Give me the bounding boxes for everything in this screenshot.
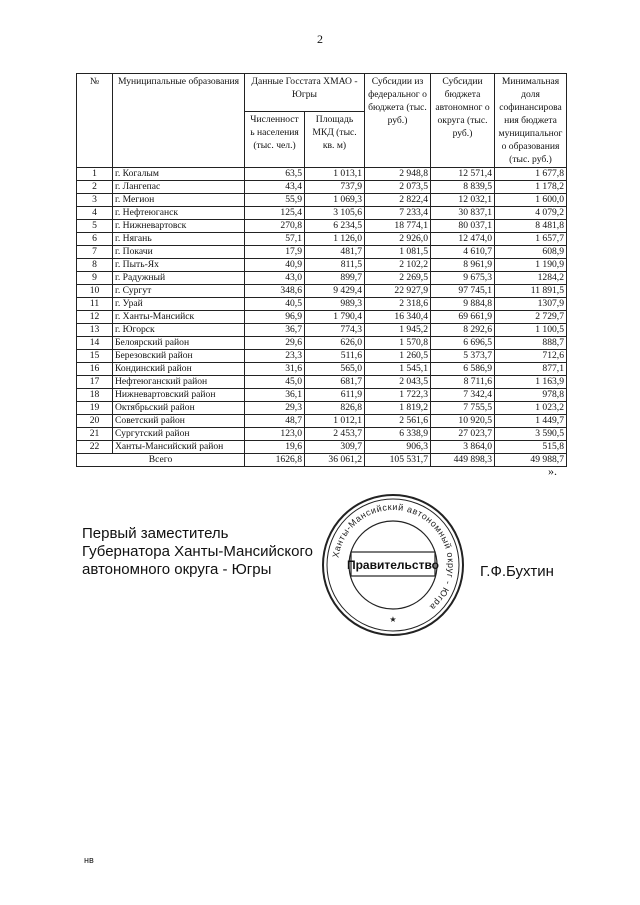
total-area: 36 061,2: [305, 454, 365, 467]
row-municipality: Кондинский район: [113, 363, 245, 376]
row-federal-subsidy: 1 545,1: [365, 363, 431, 376]
row-district-subsidy: 8 711,6: [431, 376, 495, 389]
row-number: 10: [77, 285, 113, 298]
closing-quote-mark: ».: [548, 464, 557, 478]
row-min-share: 2 729,7: [495, 311, 567, 324]
row-population: 43,0: [245, 272, 305, 285]
row-min-share: 3 590,5: [495, 428, 567, 441]
row-municipality: г. Когалым: [113, 168, 245, 181]
row-min-share: 515,8: [495, 441, 567, 454]
row-district-subsidy: 3 864,0: [431, 441, 495, 454]
row-district-subsidy: 8 961,9: [431, 259, 495, 272]
row-number: 21: [77, 428, 113, 441]
row-area: 1 069,3: [305, 194, 365, 207]
row-min-share: 8 481,8: [495, 220, 567, 233]
row-number: 1: [77, 168, 113, 181]
seal-star-icon: ★: [389, 615, 397, 624]
header-district-subsidy: Субсидии бюджета автономног о округа (тыс. руб.): [431, 74, 495, 168]
row-area: 6 234,5: [305, 220, 365, 233]
row-municipality: г. Лангепас: [113, 181, 245, 194]
table-row: [77, 194, 567, 207]
row-min-share: 888,7: [495, 337, 567, 350]
row-number: 5: [77, 220, 113, 233]
page-number: 2: [317, 32, 323, 46]
row-federal-subsidy: 2 318,6: [365, 298, 431, 311]
row-district-subsidy: 10 920,5: [431, 415, 495, 428]
header-federal-subsidy: Субсидии из федеральног о бюджета (тыс. руб.): [365, 74, 431, 168]
total-federal-subsidy: 105 531,7: [365, 454, 431, 467]
row-min-share: 1 677,8: [495, 168, 567, 181]
table-row: [77, 233, 567, 246]
row-area: 2 453,7: [305, 428, 365, 441]
row-min-share: 1307,9: [495, 298, 567, 311]
row-district-subsidy: 7 755,5: [431, 402, 495, 415]
row-federal-subsidy: 2 043,5: [365, 376, 431, 389]
header-municipality: Муниципальные образования: [113, 74, 245, 168]
row-area: 481,7: [305, 246, 365, 259]
signer-name: Г.Ф.Бухтин: [480, 563, 554, 580]
table-row: [77, 376, 567, 389]
row-district-subsidy: 5 373,7: [431, 350, 495, 363]
row-number: 11: [77, 298, 113, 311]
table-row: [77, 298, 567, 311]
row-area: 774,3: [305, 324, 365, 337]
row-number: 7: [77, 246, 113, 259]
row-federal-subsidy: 2 102,2: [365, 259, 431, 272]
table-row: [77, 311, 567, 324]
row-area: 811,5: [305, 259, 365, 272]
row-district-subsidy: 97 745,1: [431, 285, 495, 298]
row-population: 270,8: [245, 220, 305, 233]
row-federal-subsidy: 2 073,5: [365, 181, 431, 194]
row-municipality: г. Ханты-Мансийск: [113, 311, 245, 324]
signature-title-line-2: Губернатора Ханты-Мансийского: [82, 543, 313, 560]
row-min-share: 4 079,2: [495, 207, 567, 220]
table-row: [77, 363, 567, 376]
row-federal-subsidy: 1 819,2: [365, 402, 431, 415]
row-district-subsidy: 6 586,9: [431, 363, 495, 376]
table-row: [77, 220, 567, 233]
row-population: 55,9: [245, 194, 305, 207]
row-district-subsidy: 30 837,1: [431, 207, 495, 220]
row-population: 43,4: [245, 181, 305, 194]
row-number: 22: [77, 441, 113, 454]
row-federal-subsidy: 2 948,8: [365, 168, 431, 181]
row-district-subsidy: 7 342,4: [431, 389, 495, 402]
row-population: 31,6: [245, 363, 305, 376]
signature-block: [82, 525, 313, 579]
row-municipality: Ханты-Мансийский район: [113, 441, 245, 454]
row-municipality: Нижневартовский район: [113, 389, 245, 402]
row-federal-subsidy: 906,3: [365, 441, 431, 454]
table-row: [77, 207, 567, 220]
row-district-subsidy: 6 696,5: [431, 337, 495, 350]
table-row: [77, 389, 567, 402]
header-number: №: [77, 74, 113, 168]
row-federal-subsidy: 16 340,4: [365, 311, 431, 324]
row-district-subsidy: 80 037,1: [431, 220, 495, 233]
total-min-share: 49 988,7: [495, 454, 567, 467]
row-federal-subsidy: 18 774,1: [365, 220, 431, 233]
row-area: 3 105,6: [305, 207, 365, 220]
row-area: 681,7: [305, 376, 365, 389]
row-number: 3: [77, 194, 113, 207]
row-min-share: 608,9: [495, 246, 567, 259]
row-area: 899,7: [305, 272, 365, 285]
total-label: Всего: [77, 454, 245, 467]
row-population: 17,9: [245, 246, 305, 259]
row-number: 13: [77, 324, 113, 337]
row-municipality: г. Нефтеюганск: [113, 207, 245, 220]
row-number: 18: [77, 389, 113, 402]
row-population: 36,1: [245, 389, 305, 402]
total-population: 1626,8: [245, 454, 305, 467]
row-district-subsidy: 27 023,7: [431, 428, 495, 441]
row-municipality: Нефтеюганский район: [113, 376, 245, 389]
government-seal: [318, 490, 468, 640]
row-min-share: 877,1: [495, 363, 567, 376]
row-population: 57,1: [245, 233, 305, 246]
table-row: [77, 324, 567, 337]
row-population: 348,6: [245, 285, 305, 298]
row-population: 63,5: [245, 168, 305, 181]
row-population: 48,7: [245, 415, 305, 428]
row-min-share: 1 190,9: [495, 259, 567, 272]
row-number: 6: [77, 233, 113, 246]
row-municipality: г. Мегион: [113, 194, 245, 207]
row-area: 611,9: [305, 389, 365, 402]
row-federal-subsidy: 1 945,2: [365, 324, 431, 337]
row-district-subsidy: 9 884,8: [431, 298, 495, 311]
row-municipality: Сургутский район: [113, 428, 245, 441]
table-row: [77, 337, 567, 350]
row-number: 8: [77, 259, 113, 272]
row-federal-subsidy: 1 081,5: [365, 246, 431, 259]
table-row: [77, 285, 567, 298]
row-district-subsidy: 12 032,1: [431, 194, 495, 207]
row-population: 19,6: [245, 441, 305, 454]
row-min-share: 1 100,5: [495, 324, 567, 337]
row-number: 14: [77, 337, 113, 350]
footer-code: нв: [84, 855, 94, 865]
row-district-subsidy: 9 675,3: [431, 272, 495, 285]
row-number: 19: [77, 402, 113, 415]
row-district-subsidy: 12 474,0: [431, 233, 495, 246]
row-area: 989,3: [305, 298, 365, 311]
row-municipality: г. Радужный: [113, 272, 245, 285]
subsidy-table: [76, 73, 567, 467]
row-area: 737,9: [305, 181, 365, 194]
row-min-share: 1 023,2: [495, 402, 567, 415]
row-federal-subsidy: 1 260,5: [365, 350, 431, 363]
row-federal-subsidy: 1 722,3: [365, 389, 431, 402]
signature-title-line-1: Первый заместитель: [82, 525, 229, 542]
header-gosstat: Данные Госстата ХМАО - Югры: [245, 74, 365, 112]
row-min-share: 11 891,5: [495, 285, 567, 298]
table-row: [77, 441, 567, 454]
row-municipality: Октябрьский район: [113, 402, 245, 415]
row-population: 40,5: [245, 298, 305, 311]
row-area: 626,0: [305, 337, 365, 350]
row-federal-subsidy: 1 570,8: [365, 337, 431, 350]
row-district-subsidy: 8 292,6: [431, 324, 495, 337]
row-min-share: 1 178,2: [495, 181, 567, 194]
table-row: [77, 181, 567, 194]
row-district-subsidy: 12 571,4: [431, 168, 495, 181]
row-area: 826,8: [305, 402, 365, 415]
row-number: 20: [77, 415, 113, 428]
row-municipality: г. Урай: [113, 298, 245, 311]
row-number: 9: [77, 272, 113, 285]
row-population: 29,6: [245, 337, 305, 350]
table-total-row: [77, 454, 567, 467]
row-population: 96,9: [245, 311, 305, 324]
table-row: [77, 168, 567, 181]
table-row: [77, 272, 567, 285]
row-population: 125,4: [245, 207, 305, 220]
row-federal-subsidy: 7 233,4: [365, 207, 431, 220]
row-area: 309,7: [305, 441, 365, 454]
seal-ring-text: Ханты-Мансийский автономный округ - Югра: [330, 501, 457, 613]
row-municipality: г. Нягань: [113, 233, 245, 246]
row-population: 29,3: [245, 402, 305, 415]
row-district-subsidy: 69 661,9: [431, 311, 495, 324]
table-row: [77, 428, 567, 441]
row-number: 12: [77, 311, 113, 324]
row-area: 1 790,4: [305, 311, 365, 324]
header-population: Численност ь населения (тыс. чел.): [245, 112, 305, 168]
row-population: 36,7: [245, 324, 305, 337]
seal-center-text: Правительство: [346, 558, 440, 572]
row-min-share: 978,8: [495, 389, 567, 402]
row-number: 16: [77, 363, 113, 376]
table-row: [77, 415, 567, 428]
row-municipality: г. Покачи: [113, 246, 245, 259]
row-area: 1 012,1: [305, 415, 365, 428]
row-population: 23,3: [245, 350, 305, 363]
row-min-share: 1 163,9: [495, 376, 567, 389]
row-municipality: г. Пыть-Ях: [113, 259, 245, 272]
header-min-share: Минимальная доля софинансирова ния бюджета муниципальног о образования (тыс. руб.): [495, 74, 567, 168]
table-row: [77, 246, 567, 259]
row-population: 123,0: [245, 428, 305, 441]
table-row: [77, 259, 567, 272]
row-district-subsidy: 8 839,5: [431, 181, 495, 194]
row-area: 9 429,4: [305, 285, 365, 298]
row-number: 17: [77, 376, 113, 389]
row-municipality: г. Югорск: [113, 324, 245, 337]
row-municipality: Советский район: [113, 415, 245, 428]
row-federal-subsidy: 2 926,0: [365, 233, 431, 246]
row-district-subsidy: 4 610,7: [431, 246, 495, 259]
row-min-share: 1 600,0: [495, 194, 567, 207]
row-municipality: г. Нижневартовск: [113, 220, 245, 233]
row-municipality: г. Сургут: [113, 285, 245, 298]
row-population: 40,9: [245, 259, 305, 272]
row-min-share: 712,6: [495, 350, 567, 363]
row-min-share: 1284,2: [495, 272, 567, 285]
row-area: 1 013,1: [305, 168, 365, 181]
row-area: 565,0: [305, 363, 365, 376]
row-population: 45,0: [245, 376, 305, 389]
table-row: [77, 402, 567, 415]
row-municipality: Березовский район: [113, 350, 245, 363]
total-district-subsidy: 449 898,3: [431, 454, 495, 467]
row-min-share: 1 449,7: [495, 415, 567, 428]
row-federal-subsidy: 2 269,5: [365, 272, 431, 285]
row-municipality: Белоярский район: [113, 337, 245, 350]
table-row: [77, 350, 567, 363]
row-number: 4: [77, 207, 113, 220]
row-federal-subsidy: 22 927,9: [365, 285, 431, 298]
row-min-share: 1 657,7: [495, 233, 567, 246]
row-federal-subsidy: 2 822,4: [365, 194, 431, 207]
row-federal-subsidy: 6 338,9: [365, 428, 431, 441]
signature-title-line-3: автономного округа - Югры: [82, 561, 272, 578]
header-area: Площадь МКД (тыс. кв. м): [305, 112, 365, 168]
row-number: 2: [77, 181, 113, 194]
row-area: 511,6: [305, 350, 365, 363]
row-federal-subsidy: 2 561,6: [365, 415, 431, 428]
row-number: 15: [77, 350, 113, 363]
row-area: 1 126,0: [305, 233, 365, 246]
table-body: [77, 168, 567, 467]
